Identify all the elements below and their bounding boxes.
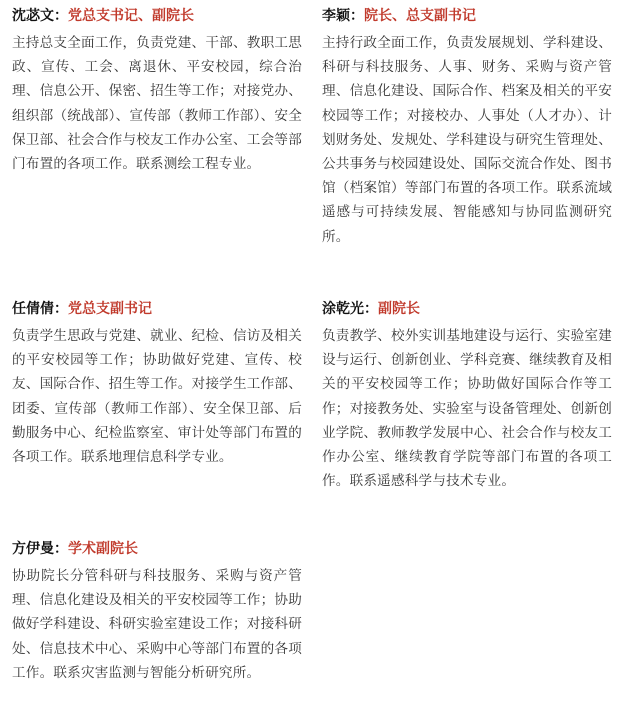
leader-card-ren <box>12 298 302 469</box>
leader-card-fang <box>12 538 302 685</box>
leader-name: 涂乾光： <box>322 301 378 317</box>
leader-heading <box>322 298 612 320</box>
leader-role: 党总支副书记 <box>68 301 152 317</box>
leader-duties: 负责学生思政与党建、就业、纪检、信访及相关的平安校园等工作；协助做好党建、宣传、校友、国际合作、招生等工作。对接学生工作部、团委、宣传部（教师工作部）、安全保卫部、后勤服务中心、纪检监察室、审计处等部门布置的各项工作。联系地理信息科学专业。 <box>12 328 302 466</box>
leader-card-tu <box>322 298 612 493</box>
leader-name: 方伊曼： <box>12 541 68 557</box>
leader-role: 院长、总支副书记 <box>364 8 476 24</box>
leader-name: 沈苾文： <box>12 8 68 24</box>
leader-heading <box>12 538 302 560</box>
leader-duties: 负责教学、校外实训基地建设与运行、实验室建设与运行、创新创业、学科竞赛、继续教育及相关的平安校园等工作；协助做好国际合作等工作；对接教务处、实验室与设备管理处、创新创业学院、教师教学发展中心、社会合作与校友工作办公室、继续教育学院等部门布置的各项工作。联系遥感科学与技术专业。 <box>322 328 612 490</box>
leader-role: 副院长 <box>378 301 420 317</box>
leader-heading <box>12 298 302 320</box>
leader-heading <box>12 5 302 27</box>
leader-card-shen <box>12 5 302 176</box>
leader-duties: 主持总支全面工作，负责党建、干部、教职工思政、宣传、工会、离退休、平安校园，综合治理、信息公开、保密、招生等工作；对接党办、组织部（统战部）、宣传部（教师工作部）、安全保卫部、社会合作与校友工作办公室、工会等部门布置的各项工作。联系测绘工程专业。 <box>12 35 302 173</box>
leader-duties: 协助院长分管科研与科技服务、采购与资产管理、信息化建设及相关的平安校园等工作；协助做好学科建设、科研实验室建设工作；对接科研处、信息技术中心、采购中心等部门布置的各项工作。联系灾害监测与智能分析研究所。 <box>12 568 302 681</box>
leader-card-li <box>322 5 612 249</box>
leader-name: 李颖： <box>322 8 364 24</box>
leader-role: 党总支书记、副院长 <box>68 8 194 24</box>
leader-name: 任倩倩： <box>12 301 68 317</box>
leader-heading <box>322 5 612 27</box>
leader-duties: 主持行政全面工作，负责发展规划、学科建设、科研与科技服务、人事、财务、采购与资产管理、信息化建设、国际合作、档案及相关的平安校园等工作；对接校办、人事处（人才办）、计划财务处、发规处、学科建设与研究生管理处、公共事务与校园建设处、国际交流合作处、图书馆（档案馆）等部门布置的各项工作。联系流域遥感与可持续发展、智能感知与协同监测研究所。 <box>322 35 612 245</box>
leader-role: 学术副院长 <box>68 541 138 557</box>
